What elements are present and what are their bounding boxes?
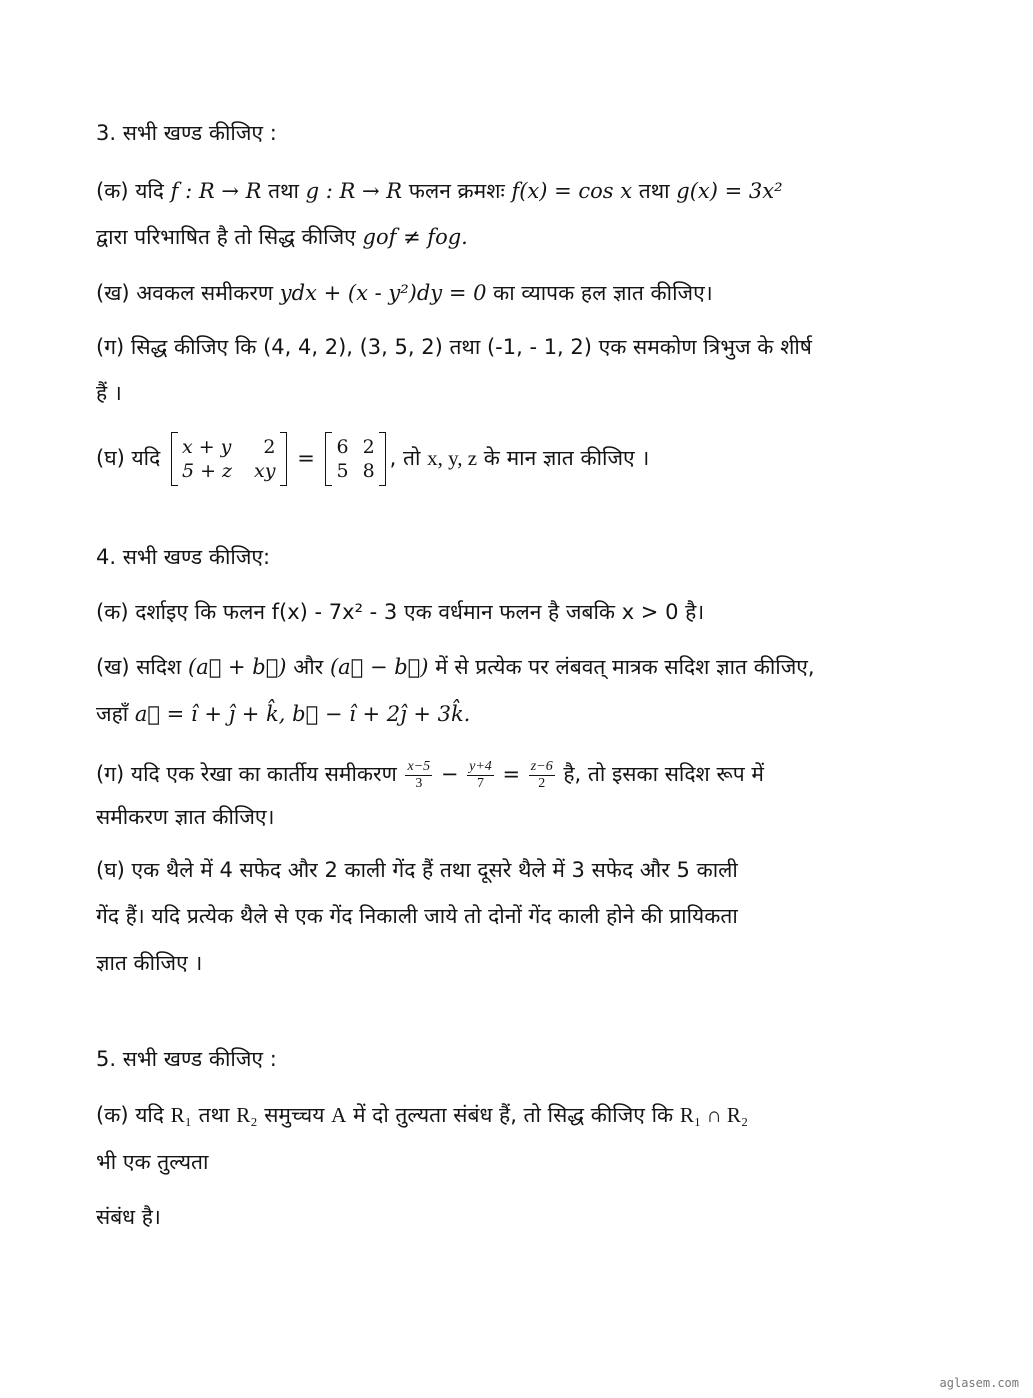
q3-kha-label: (ख) अवकल समीकरण [96,281,274,305]
matrix-left-a12: 2 [263,436,276,458]
q4-kha-v2: (a⃗ − b⃗) [329,655,429,679]
q3-heading: 3. सभी खण्ड कीजिए : [96,121,277,145]
q4-kha-label: (ख) सदिश [96,655,182,679]
q5-ka-r2: R₂ [236,1103,258,1127]
q4-kha-v1: (a⃗ + b⃗) [188,655,287,679]
matrix-right-a12: 2 [362,436,375,458]
q4-gha-line2: गेंद हैं। यदि प्रत्येक थैले से एक गेंद निकाली जाये तो दोनों गेंद काली होने की प्रायिकता [96,904,738,928]
q5-ka-mid: समुच्चय [264,1103,325,1127]
q4-ga-line1 [96,752,764,796]
q3-kha [96,278,713,308]
q3-ka-gmap: g : R → R [305,179,403,203]
matrix-left-a21: 5 + z [181,460,233,482]
q5-ka-r1: R₁ [170,1103,192,1127]
q5-ka-line3: संबंध है। [96,1205,161,1229]
q3-gha-label: (घ) यदि [96,446,161,470]
q3-ga-line1: (ग) सिद्ध कीजिए कि (4, 4, 2), (3, 5, 2) तथा (-1, - 1, 2) एक समकोण त्रिभुज के शीर्ष [96,335,812,359]
q4-kha-line1 [96,652,815,682]
q3-ka-line2-text: द्वारा परिभाषित है तो सिद्ध कीजिए [96,225,356,249]
q3-ka-line1 [96,176,783,206]
q5-ka-intersection: R₁ ∩ R₂ [679,1103,749,1127]
matrix-right-a11: 6 [336,436,349,458]
q3-gha [96,430,649,486]
q3-ka-fdef: f(x) = cos x [511,179,633,203]
q5-ka-setA: A [331,1103,347,1127]
q4-kha-tail: में से प्रत्येक पर लंबवत् मात्रक सदिश ज्ञात कीजिए, [435,655,815,679]
q3-ka-fmap: f : R → R [170,179,262,203]
q4-ga-label: (ग) यदि एक रेखा का कार्तीय समीकरण [96,762,397,786]
q4-kha-line2 [96,699,470,729]
q5-ka-line1 [96,1100,748,1130]
q5-ka-label: (क) यदि [96,1103,164,1127]
q3-ka-t2: फलन क्रमशः [408,179,505,203]
q3-ka-line2-math: gof ≠ fog. [362,225,468,249]
q3-ga-line2: हैं । [96,381,122,405]
q4-gha-line1: (घ) एक थैले में 4 सफेद और 2 काली गेंद हैं तथा दूसरे थैले में 3 सफेद और 5 काली [96,858,738,882]
q3-ka-line2 [96,222,468,252]
matrix-right [325,432,385,486]
q4-ka: (क) दर्शाइए कि फलन f(x) - 7x² - 3 एक वर्धमान फलन है जबकि x > 0 है। [96,600,705,624]
q3-gha-tail: के मान ज्ञात कीजिए । [483,446,650,470]
fraction-y: $\frac{y+4}{7}$ [469,758,492,791]
q4-ga-tail: है, तो इसका सदिश रूप में [563,762,764,786]
q3-kha-eq: ydx + (x - y²)dy = 0 [279,281,487,305]
matrix-right-a21: 5 [336,460,349,482]
q5-ka-t1: तथा [198,1103,230,1127]
q3-gha-equals: = [297,446,315,470]
q4-kha-line2-math: a⃗ = î + ĵ + k̂, b⃗ − î + 2ĵ + 3k̂. [134,702,471,726]
q3-ka-t3: तथा [638,179,670,203]
q3-kha-tail: का व्यापक हल ज्ञात कीजिए। [493,281,713,305]
q3-ka-label: (क) यदि [96,179,164,203]
q5-ka-tail: में दो तुल्यता संबंध हैं, तो सिद्ध कीजिए कि [352,1103,674,1127]
matrix-right-a22: 8 [362,460,375,482]
q4-ga-equals: = [502,762,521,786]
q4-ga-line2: समीकरण ज्ञात कीजिए। [96,805,275,829]
q4-kha-aur: और [293,655,324,679]
q5-ka-line2: भी एक तुल्यता [96,1150,209,1174]
q3-ka-gdef: g(x) = 3x² [676,179,783,203]
q3-gha-tail-comma: , तो [389,446,421,470]
matrix-left [171,432,287,486]
q4-heading: 4. सभी खण्ड कीजिए: [96,545,271,569]
q4-gha-line3: ज्ञात कीजिए । [96,951,203,975]
q3-gha-vars: x, y, z [427,446,478,470]
matrix-left-a11: x + y [181,436,232,458]
q5-heading: 5. सभी खण्ड कीजिए : [96,1047,277,1071]
watermark-text: aglasem.com [939,1376,1019,1390]
fraction-x: $\frac{x-5}{3}$ [407,758,431,791]
q3-ka-t1: तथा [268,179,299,203]
fraction-z: $\frac{z-6}{2}$ [530,758,553,791]
q4-kha-line2-label: जहाँ [96,702,129,726]
matrix-left-a22: xy [254,460,276,482]
q4-ga-minus: − [440,762,459,786]
